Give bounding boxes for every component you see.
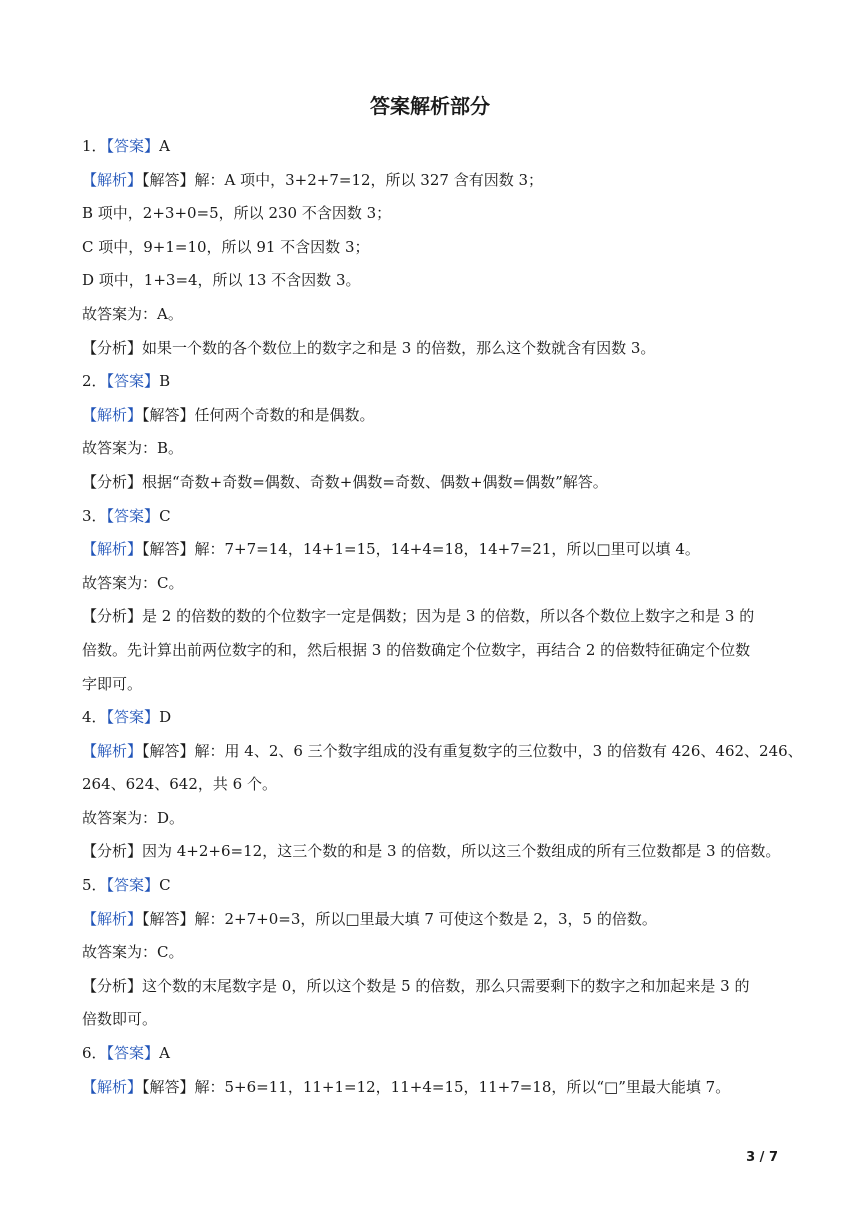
section-tag: 【解析】: [82, 741, 143, 760]
text-line: [82, 634, 782, 668]
text-line: [82, 936, 782, 970]
text-line: [82, 130, 782, 164]
section-tag: 【答案】: [106, 372, 160, 391]
text-line: [82, 668, 782, 702]
text-line: [82, 500, 782, 534]
section-tag: 【答案】: [106, 137, 160, 155]
line-text: B: [159, 372, 171, 391]
text-line: [82, 231, 782, 265]
text-line: [82, 197, 782, 231]
line-text: 【解答】解：用 4、2、6 三个数字组成的没有重复数字的三位数中，3 的倍数有 426、462、246、: [142, 741, 803, 760]
section-tag: 【解析】: [82, 540, 143, 559]
line-text: 倍数。先计算出前两位数字的和，然后根据 3 的倍数确定个位数字，再结合 2 的倍数特征确定个位数: [82, 640, 751, 659]
text-line: [82, 432, 782, 466]
text-line: [82, 835, 782, 869]
text-line: [82, 735, 803, 769]
text-line: [82, 970, 782, 1004]
line-text: 故答案为：A。: [82, 304, 183, 323]
line-text: D: [159, 708, 172, 727]
text-line: [82, 1037, 782, 1071]
line-text: 故答案为：C。: [82, 943, 184, 962]
text-line: [82, 533, 782, 567]
line-text: B 项中，2+3+0=5，所以 230 不含因数 3；: [82, 204, 392, 223]
section-tag: 【解析】: [82, 170, 143, 189]
text-line: [82, 768, 782, 802]
line-text: 【分析】是 2 的倍数的数的个位数字一定是偶数；因为是 3 的倍数，所以各个数位上数字之和是 3 的: [82, 607, 755, 626]
text-line: [82, 365, 782, 399]
line-text: 6．: [82, 1044, 107, 1063]
text-line: [82, 869, 782, 903]
line-text: 3．: [82, 506, 107, 525]
section-tag: 【答案】: [106, 1044, 160, 1063]
section-tag: 【答案】: [106, 708, 160, 727]
line-text: C 项中，9+1=10，所以 91 不含因数 3；: [82, 237, 370, 256]
line-text: 【解答】解：A 项中，3+2+7=12，所以 327 含有因数 3；: [142, 170, 544, 189]
line-text: 【分析】这个数的末尾数字是 0，所以这个数是 5 的倍数，那么只需要剩下的数字之和加起来是 3 的: [82, 976, 750, 995]
line-text: 【分析】根据“奇数+奇数=偶数、奇数+偶数=奇数、偶数+偶数=偶数”解答。: [82, 472, 608, 491]
text-line: [82, 567, 782, 601]
text-line: [82, 466, 782, 500]
section-tag: 【答案】: [106, 506, 160, 525]
text-line: [82, 701, 782, 735]
line-text: 2．: [82, 372, 107, 391]
line-text: 【分析】如果一个数的各个数位上的数字之和是 3 的倍数，那么这个数就含有因数 3。: [82, 338, 656, 357]
line-text: 故答案为：C。: [82, 573, 184, 592]
line-text: 故答案为：D。: [82, 808, 185, 827]
line-text: C: [159, 876, 171, 895]
text-line: [82, 399, 782, 433]
text-line: [82, 903, 782, 937]
text-line: [82, 802, 782, 836]
line-text: 【分析】因为 4+2+6=12，这三个数的和是 3 的倍数，所以这三个数组成的所有三位数都是 3 的倍数。: [82, 842, 781, 861]
line-text: 倍数即可。: [82, 1010, 158, 1029]
text-line: [82, 332, 782, 366]
line-text: 【解答】解：5+6=11，11+1=12，11+4=15，11+7=18，所以“□”里最大能填 7。: [142, 1077, 731, 1096]
text-line: [82, 264, 782, 298]
text-line: [82, 164, 782, 198]
line-text: 故答案为：B。: [82, 439, 184, 458]
line-text: D 项中，1+3=4，所以 13 不含因数 3。: [82, 271, 361, 290]
line-text: A: [159, 137, 170, 155]
text-line: [82, 1071, 782, 1105]
line-text: A: [159, 1044, 170, 1063]
page-title: 答案解析部分: [370, 94, 490, 118]
text-line: [82, 298, 782, 332]
section-tag: 【解析】: [82, 909, 143, 928]
line-text: 1．: [82, 137, 107, 155]
line-text: C: [159, 506, 171, 525]
line-text: 4．: [82, 708, 107, 727]
page-number: 3 / 7: [746, 1150, 778, 1165]
section-tag: 【解析】: [82, 405, 143, 424]
line-text: 【解答】任何两个奇数的和是偶数。: [142, 405, 375, 424]
text-line: [82, 1003, 782, 1037]
answer-content: [82, 130, 803, 1104]
line-text: 5．: [82, 876, 107, 895]
line-text: 字即可。: [82, 674, 143, 693]
section-tag: 【答案】: [106, 876, 160, 895]
line-text: 【解答】解：2+7+0=3，所以□里最大填 7 可使这个数是 2，3，5 的倍数。: [142, 909, 657, 928]
text-line: [82, 600, 782, 634]
section-tag: 【解析】: [82, 1077, 143, 1096]
line-text: 【解答】解：7+7=14，14+1=15，14+4=18，14+7=21，所以□里可以填 4。: [142, 540, 700, 559]
line-text: 264、624、642，共 6 个。: [82, 775, 277, 794]
